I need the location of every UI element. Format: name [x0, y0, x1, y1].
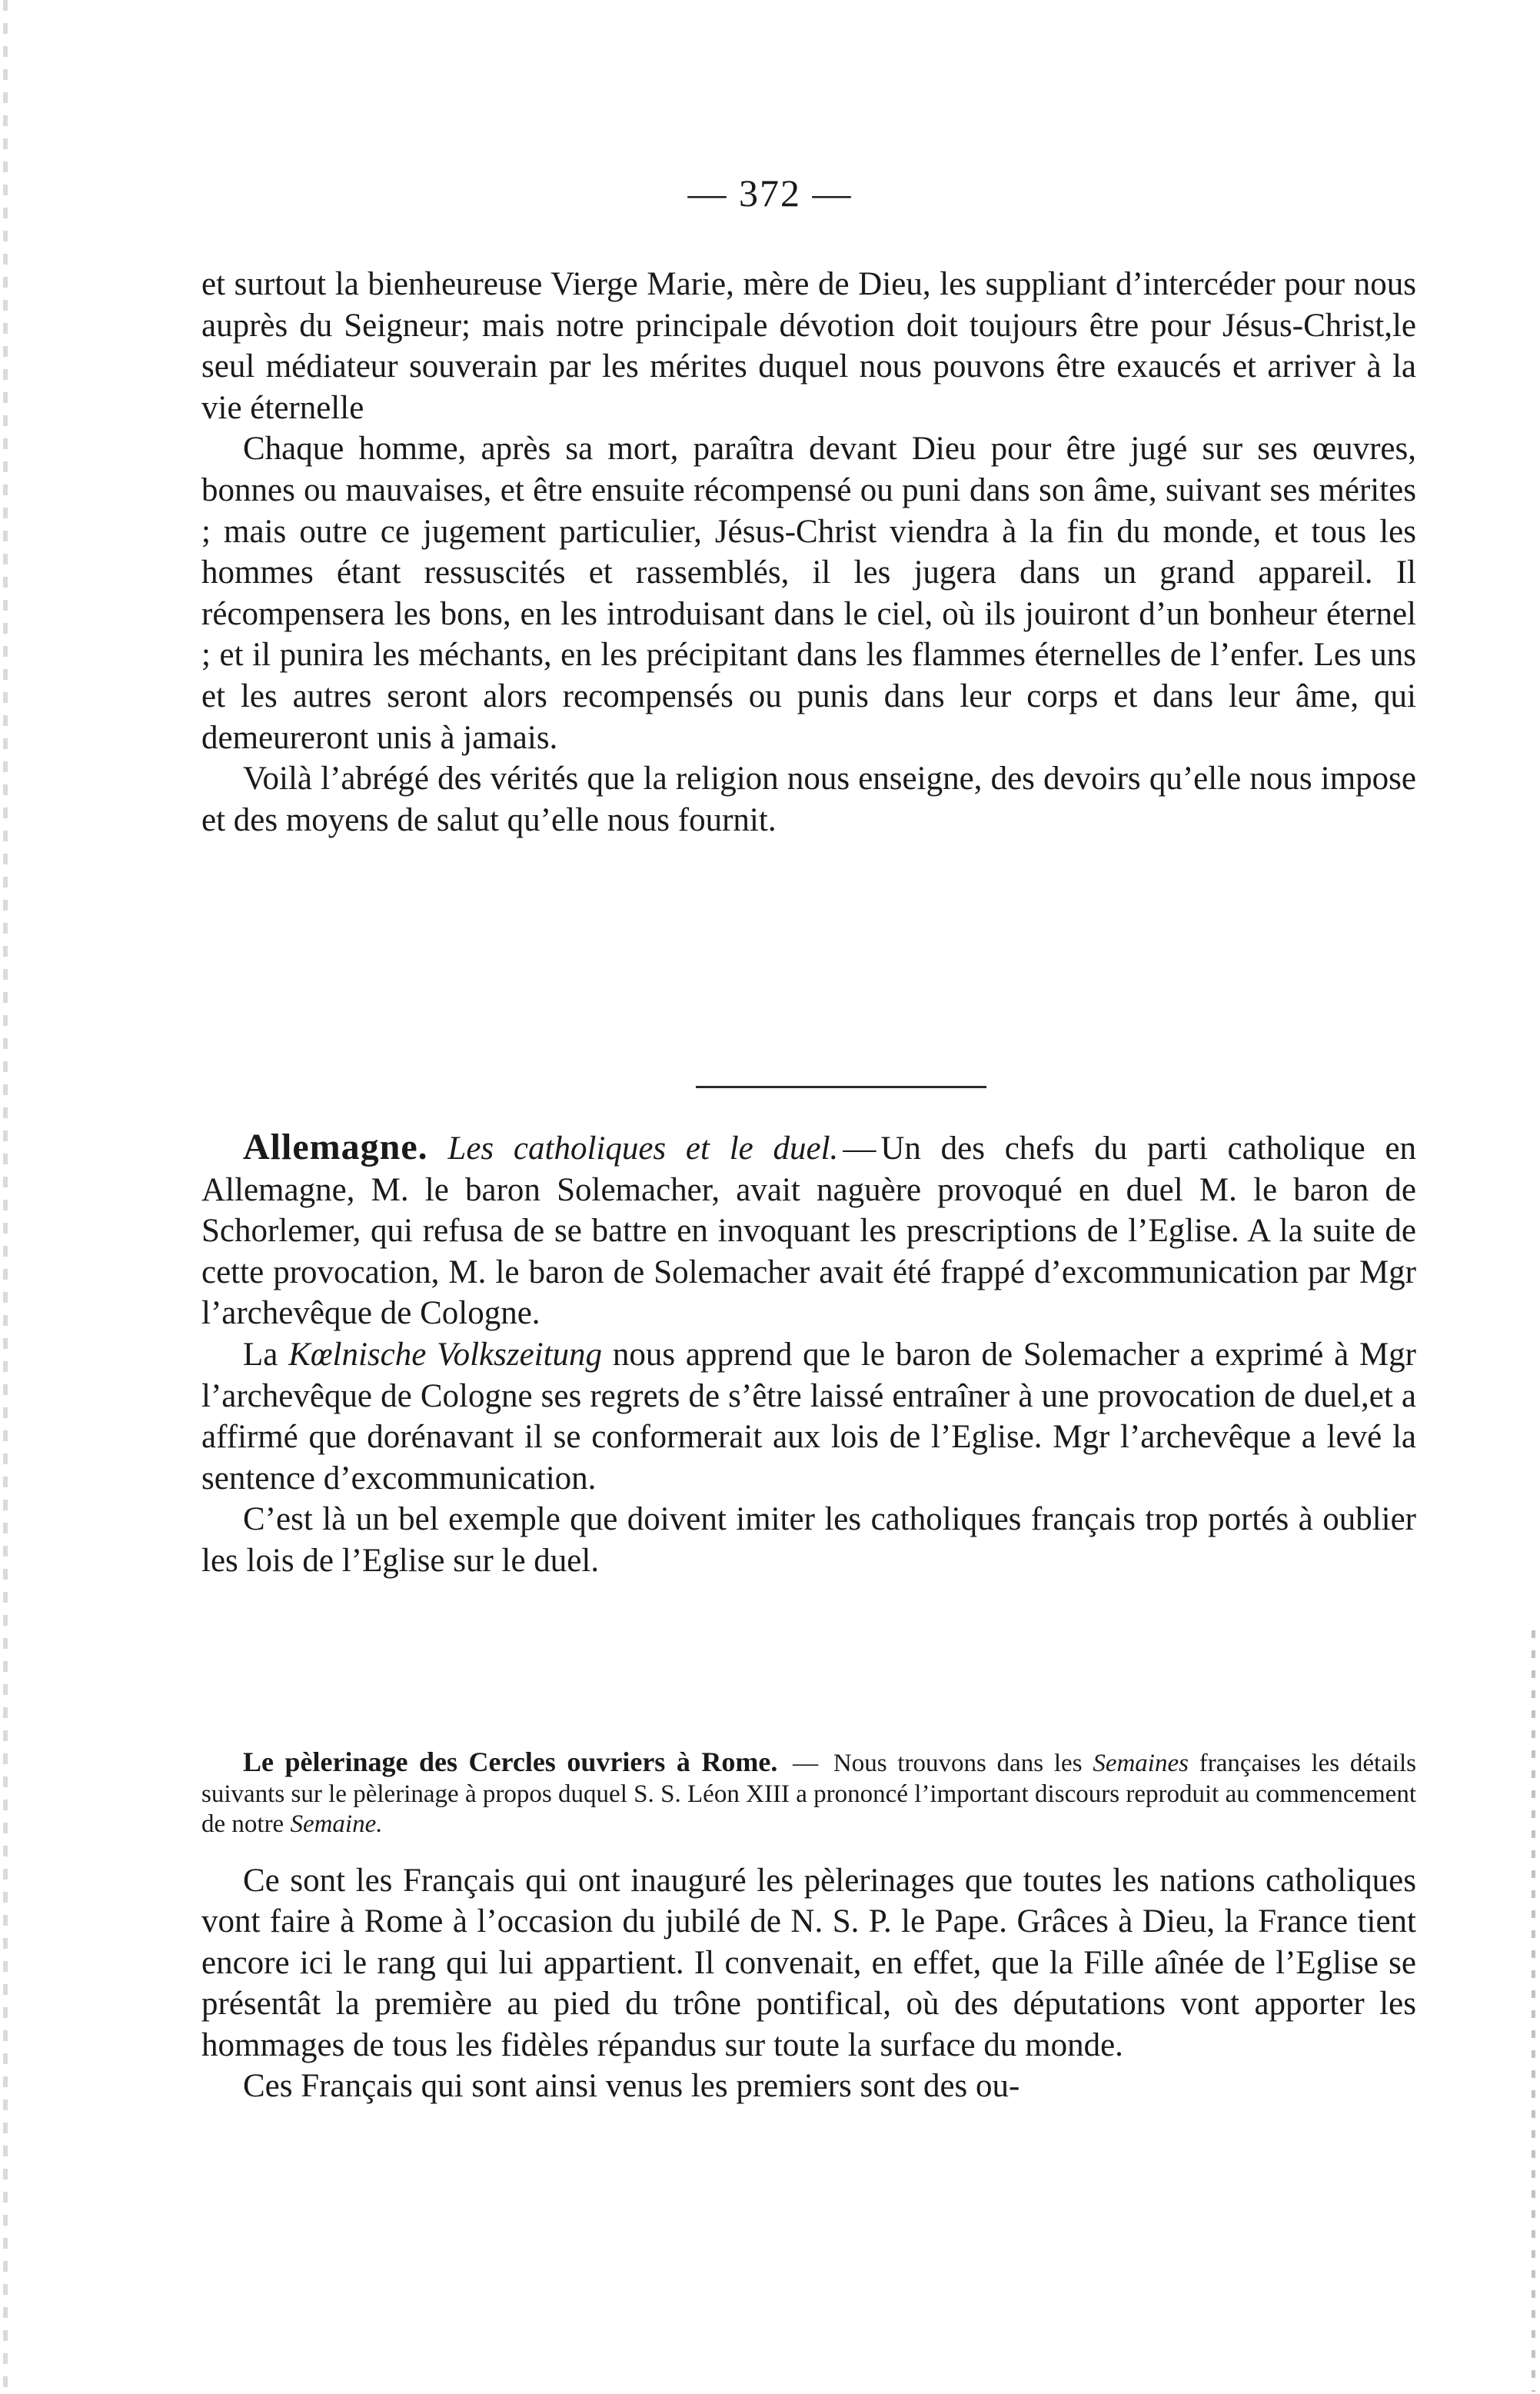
- paragraph: Voilà l’abrégé des vérités que la religion nous enseigne, des devoirs qu’elle nous impose et des moyens de salut qu’elle nous fournit.: [201, 761, 1416, 838]
- paragraph-text: Un des chefs du parti catholique en Allemagne, M. le baron Solemacher, avait naguère provoqué en duel M. le baron de Schorlemer, qui refusa de se battre en invoquant les prescriptions de l’Eglise. A la suite de cette provocation, M. le baron de Solemacher avait été frappé d’excommunication par Mgr l’archevêque de Cologne.: [201, 1130, 1417, 1332]
- paragraph: et surtout la bienheureuse Vierge Marie, mère de Dieu, les suppliant d’intercéder pour nous auprès du Seigneur; mais notre principale dévotion doit toujours être pour Jésus-Christ,le seul médiateur souverain par les mérites duquel nous pouvons être exaucés et arriver à la vie éternelle: [201, 266, 1416, 426]
- paragraph: Ces Français qui sont ainsi venus les premiers sont des ou-: [243, 2068, 1020, 2105]
- section-heading: Allemagne.: [243, 1127, 428, 1167]
- em-dash: —: [843, 1130, 876, 1167]
- right-binding-edge: [1532, 1630, 1535, 2392]
- paragraph: Chaque homme, après sa mort, paraîtra devant Dieu pour être jugé sur ses œuvres, bonnes ou mauvaises, et être ensuite récompensé ou puni dans son âme, suivant ses mérites ; mais outre ce jugement particulier, Jésus-Christ viendra à la fin du monde, et tous les hommes étant ressuscités et rassemblés, il les jugera dans un grand appareil. Il récompensera les bons, en les introduisant dans le ciel, où ils jouiront d’un bonheur éternel ; et il punira les méchants, en les précipitant dans les flammes éternelles de l’enfer. Les uns et les autres seront alors recompensés ou punis dans leur corps et dans leur âme, qui demeureront unis à jamais.: [201, 431, 1416, 756]
- intro-text: Nous trouvons dans les: [833, 1750, 1083, 1777]
- paragraph: [201, 1334, 1416, 1499]
- section-allemagne: [201, 1127, 1416, 1582]
- section-subheading: Les catholiques et le duel.: [447, 1130, 839, 1167]
- publication-title: Semaine.: [290, 1810, 383, 1838]
- section-heading: Le pèlerinage des Cercles ouvriers à Rome.: [243, 1746, 778, 1777]
- paragraph-text: La: [243, 1336, 278, 1373]
- paragraph: [201, 1127, 1416, 1334]
- newspaper-title: Kœlnische Volkszeitung: [288, 1336, 603, 1373]
- paragraph: Ce sont les Français qui ont inauguré les pèlerinages que toutes les nations catholiques vont faire à Rome à l’occasion du jubilé de N. S. P. le Pape. Grâces à Dieu, la France tient encore ici le rang qui lui appartient. Il convenait, en effet, que la Fille aînée de l’Eglise se présentât la première au pied du trône pontifical, où des députations vont apporter les hommages de tous les fidèles répandus sur toute la surface du monde.: [201, 1862, 1416, 2063]
- left-binding-edge: [3, 0, 8, 2394]
- section-catechism: [201, 264, 1416, 841]
- em-dash: —: [793, 1750, 819, 1777]
- publication-title: Semaines: [1093, 1750, 1189, 1777]
- section-divider: [696, 1086, 986, 1088]
- paragraph: C’est là un bel exemple que doivent imiter les catholiques français trop portés à oublier les lois de l’Eglise sur le duel.: [201, 1501, 1416, 1579]
- section-pelerinage: [201, 1747, 1416, 2107]
- news-intro: [201, 1747, 1416, 1840]
- intro-text: françaises les détails suivants sur le pèlerinage à propos duquel S. S. Léon XIII a prononcé l’important discours reproduit au commencement de notre: [201, 1750, 1417, 1838]
- page-number: — 372 —: [687, 171, 853, 215]
- paragraph-text: nous apprend que le baron de Solemacher a exprimé à Mgr l’archevêque de Cologne ses regrets de s’être laissé entraîner à une provocation de duel,et a affirmé que dorénavant il se conformerait aux lois de l’Eglise. Mgr l’archevêque a levé la sentence d’excommunication.: [201, 1336, 1417, 1497]
